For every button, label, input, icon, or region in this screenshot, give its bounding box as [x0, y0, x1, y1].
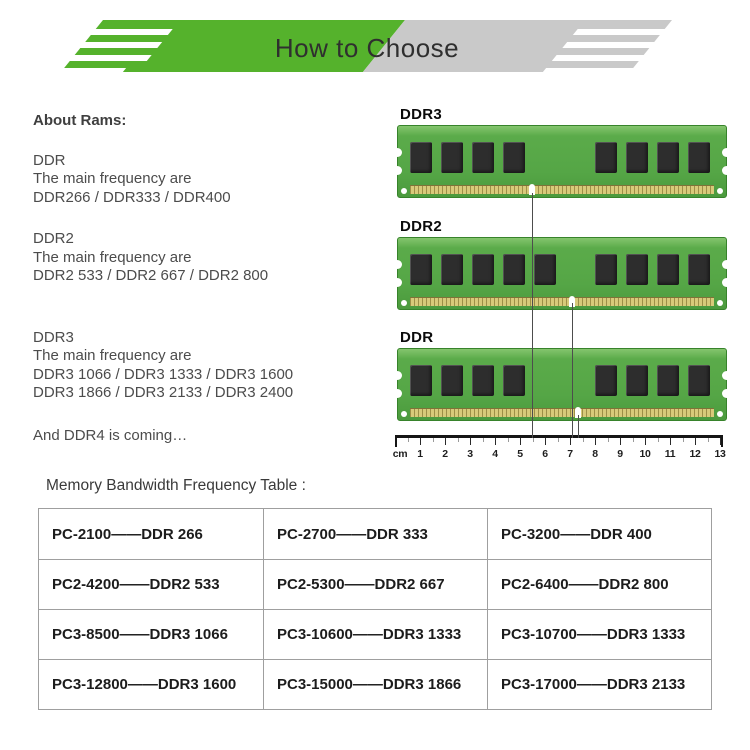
edge-notch [722, 260, 731, 269]
ruler-label: 3 [467, 448, 473, 460]
about-paragraphs [33, 152, 393, 403]
ruler-label: 6 [542, 448, 548, 460]
table-cell: PC3-12800——DDR3 1600 [39, 659, 263, 709]
ram-chip [503, 365, 525, 396]
ram-chip [410, 142, 432, 173]
ruler-tick [720, 438, 721, 445]
gold-pin-strip [410, 297, 714, 306]
chip-group-right [595, 365, 710, 396]
ruler-half-tick [408, 438, 409, 442]
mounting-hole [401, 411, 407, 417]
ram-chip [626, 365, 648, 396]
mounting-hole [717, 411, 723, 417]
ram-diagram-panel [393, 100, 738, 470]
ruler-tick [595, 438, 596, 445]
pointer-line [578, 415, 579, 438]
chip-group-left [410, 142, 525, 173]
ram-chip [657, 142, 679, 173]
chip-group-right [595, 254, 710, 285]
ruler-half-tick [583, 438, 584, 442]
ruler-label: 7 [567, 448, 573, 460]
ram-module-ddr3 [397, 125, 727, 198]
ruler-label: 13 [714, 448, 726, 460]
edge-notch [393, 260, 402, 269]
table-cell: PC3-15000——DDR3 1866 [263, 659, 487, 709]
about-rams-block [33, 112, 393, 445]
ruler-half-tick [433, 438, 434, 442]
table-cell: PC2-6400——DDR2 800 [487, 559, 711, 609]
ruler-half-tick [708, 438, 709, 442]
edge-notch [722, 166, 731, 175]
edge-notch [722, 389, 731, 398]
ram-chip [595, 365, 617, 396]
table-cell: PC2-5300——DDR2 667 [263, 559, 487, 609]
ram-chip [441, 142, 463, 173]
ram-chip [657, 365, 679, 396]
ruler-half-tick [458, 438, 459, 442]
ram-chip [626, 142, 648, 173]
ruler-half-tick [533, 438, 534, 442]
about-footnote: And DDR4 is coming… [33, 426, 188, 444]
ram-chip [441, 365, 463, 396]
ram-chip [472, 142, 494, 173]
ram-module-ddr2 [397, 237, 727, 310]
edge-notch [393, 166, 402, 175]
about-heading: About Rams: [33, 112, 127, 129]
table-cell: PC3-10700——DDR3 1333 [487, 609, 711, 659]
ruler-half-tick [658, 438, 659, 442]
table-cell: PC-2100——DDR 266 [52, 525, 203, 543]
about-section-ddr3 [33, 329, 393, 403]
ram-chip [688, 254, 710, 285]
ram-chip [626, 254, 648, 285]
banner-stripe-gap [536, 68, 750, 80]
about-line: DDR3 1066 / DDR3 1333 / DDR3 1600 [33, 365, 294, 383]
ram-chip [410, 254, 432, 285]
table-cell: PC-3200——DDR 400 [487, 509, 711, 559]
edge-notch [722, 148, 731, 157]
ruler-tick [570, 438, 571, 445]
ruler-label: cm [392, 448, 408, 460]
banner-title: How to Choose [274, 33, 460, 63]
ram-type-name: DDR2 [33, 230, 74, 247]
ruler-tick [470, 438, 471, 445]
about-line: DDR266 / DDR333 / DDR400 [33, 188, 231, 206]
ram-chip [441, 254, 463, 285]
ruler-label: 2 [442, 448, 448, 460]
chip-group-left [410, 365, 525, 396]
about-line: The main frequency are [33, 248, 192, 266]
chip-group-left [410, 254, 556, 285]
ram-chip [472, 254, 494, 285]
ruler-tick [520, 438, 521, 445]
about-line: DDR2 533 / DDR2 667 / DDR2 800 [33, 267, 269, 284]
ruler-label: 9 [617, 448, 623, 460]
ram-type-name: DDR3 [33, 328, 74, 346]
edge-notch [722, 371, 731, 380]
pointer-line [532, 193, 533, 438]
table-caption: Memory Bandwidth Frequency Table : [46, 477, 306, 494]
cm-ruler [393, 435, 729, 465]
about-section-ddr [33, 152, 393, 208]
ruler-end-cap [721, 435, 723, 447]
ram-chip [503, 254, 525, 285]
edge-notch [393, 371, 402, 380]
banner-stripe-gap [0, 68, 126, 80]
ruler-half-tick [633, 438, 634, 442]
pointer-line [572, 303, 573, 438]
ruler-label: 4 [492, 448, 498, 460]
ruler-tick [420, 438, 421, 445]
ruler-tick [695, 438, 696, 445]
edge-notch [393, 278, 402, 287]
ram-chip [472, 365, 494, 396]
table-cell: PC3-10600——DDR3 1333 [263, 609, 487, 659]
ruler-label: 11 [664, 448, 676, 460]
ruler-tick [445, 438, 446, 445]
ruler-label: 8 [592, 448, 598, 460]
mounting-hole [401, 300, 407, 306]
ruler-tick [645, 438, 646, 445]
ruler-label: 12 [689, 448, 701, 460]
ruler-half-tick [558, 438, 559, 442]
ram-module-ddr [397, 348, 727, 421]
module-label-ddr3: DDR3 [400, 106, 443, 123]
table-cell: PC3-8500——DDR3 1066 [39, 609, 263, 659]
ruler-label: 1 [417, 448, 423, 460]
ruler-half-tick [508, 438, 509, 442]
ruler-half-tick [483, 438, 484, 442]
ram-chip [410, 365, 432, 396]
edge-notch [722, 278, 731, 287]
ruler-label: 10 [639, 448, 651, 460]
ruler-half-tick [683, 438, 684, 442]
about-line: DDR3 1866 / DDR3 2133 / DDR3 2400 [33, 384, 294, 401]
ruler-half-tick [608, 438, 609, 442]
table-cell: PC2-4200——DDR2 533 [39, 559, 263, 609]
mounting-hole [717, 300, 723, 306]
mounting-hole [717, 188, 723, 194]
edge-notch [393, 148, 402, 157]
ram-chip [657, 254, 679, 285]
module-label-ddr: DDR [400, 329, 434, 346]
mounting-hole [401, 188, 407, 194]
ram-chip [503, 142, 525, 173]
about-line: The main frequency are [33, 170, 192, 187]
module-label-ddr2: DDR2 [400, 218, 443, 235]
ruler-label: 5 [517, 448, 523, 460]
ram-chip [688, 142, 710, 173]
ram-chip [595, 254, 617, 285]
chip-group-right [595, 142, 710, 173]
about-section-ddr2 [33, 230, 393, 286]
gold-pin-strip [410, 185, 714, 194]
ruler-tick [545, 438, 546, 445]
table-cell: PC3-17000——DDR3 2133 [487, 659, 711, 709]
about-line: The main frequency are [33, 347, 192, 364]
ruler-tick [620, 438, 621, 445]
ram-chip [534, 254, 556, 285]
ruler-end-cap [395, 435, 397, 447]
ram-chip [595, 142, 617, 173]
ruler-tick [670, 438, 671, 445]
table-cell: PC-2700——DDR 333 [263, 509, 487, 559]
frequency-table [38, 508, 712, 710]
edge-notch [393, 389, 402, 398]
ram-type-name: DDR [33, 151, 66, 169]
gold-pin-strip [410, 408, 714, 417]
ram-chip [688, 365, 710, 396]
ruler-tick [495, 438, 496, 445]
